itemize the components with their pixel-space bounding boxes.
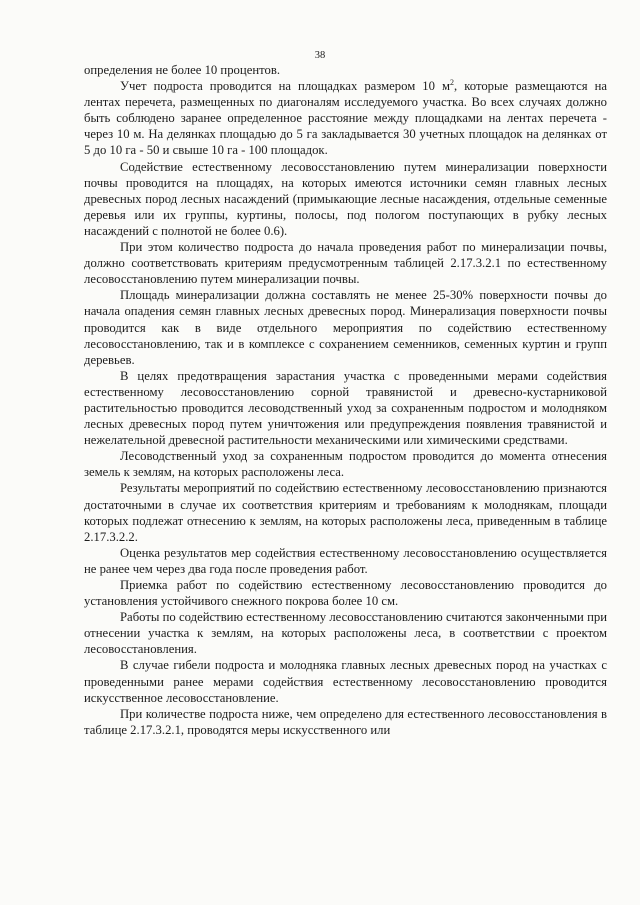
paragraph: Приемка работ по содействию естественному лесовосстановлению проводится до установления устойчивого снежного покрова более 10 см. [84, 578, 607, 609]
document-body [84, 62, 607, 738]
paragraph: Оценка результатов мер содействия естественному лесовосстановлению осуществляется не ранее чем через два года после проведения работ. [84, 545, 607, 576]
paragraph: При количестве подроста ниже, чем определено для естественного лесовосстановления в таблице 2.17.3.2.1, проводятся меры искусственного или [84, 706, 607, 737]
paragraph [84, 78, 607, 158]
paragraph: определения не более 10 процентов. [84, 63, 280, 77]
paragraph-text: , которые размещаются на лентах перечета, размещенных по диагоналям исследуемого участка. Во всех случаях должно быть соблюдено заранее определенное расстояние между площадками на лентах перечета - через 10 м. На делянках площадью до 5 га закладывается 30 учетных площадок на делянках от 5 до 10 га - 50 и свыше 10 га - 100 площадок. [84, 79, 607, 158]
paragraph: В целях предотвращения зарастания участка с проведенными мерами содействия естественному лесовосстановлению сорной травянистой и древесно-кустарниковой растительностью проводится лесоводственный уход за сохраненным подростом и молодняком лесных древесных пород путем уничтожения или предупреждения появления травянистой и нежелательной древесной растительности механическими или химическими средствами. [84, 368, 607, 448]
paragraph: В случае гибели подроста и молодняка главных лесных древесных пород на участках с проведенными ранее мерами содействия естественному лесовосстановлению проводится искусственное лесовосстановление. [84, 658, 607, 705]
paragraph: Содействие естественному лесовосстановлению путем минерализации поверхности почвы проводится на площадях, на которых имеются источники семян главных лесных древесных пород лесных насаждений (примыкающие лесные насаждения, отдельные семенные деревья или их группы, куртины, полосы, под пологом поступающих в рубку лесных насаждений с полнотой не более 0.6). [84, 159, 607, 238]
superscript: 2 [450, 78, 455, 88]
page-number: 38 [314, 50, 326, 61]
paragraph: Результаты мероприятий по содействию естественному лесовосстановлению признаются достаточными в случае их соответствия критериям и требованиям к молоднякам, площади которых подлежат отнесению к землям, на которых расположены леса, приведенным в таблице 2.17.3.2.2. [84, 481, 607, 544]
paragraph: Работы по содействию естественному лесовосстановлению считаются законченными при отнесении участка к землям, на которых расположены леса, в соответствии с проектом лесовосстановления. [84, 610, 607, 657]
paragraph-text: Учет подроста проводится на площадках размером 10 м [120, 79, 451, 94]
paragraph: Площадь минерализации должна составлять не менее 25-30% поверхности почвы до начала опадения семян главных лесных древесных пород. Минерализация поверхности почвы проводится как в виде отдельного мероприятия по содействию естественному лесовосстановлению, так и в комплексе с сохранением семенников, семенных куртин и групп деревьев. [84, 288, 607, 367]
paragraph: При этом количество подроста до начала проведения работ по минерализации почвы, должно соответствовать критериям предусмотренным таблицей 2.17.3.2.1 по естественному лесовосстановлению путем минерализации почвы. [84, 240, 607, 287]
paragraph: Лесоводственный уход за сохраненным подростом проводится до момента отнесения земель к землям, на которых расположены леса. [84, 449, 607, 480]
